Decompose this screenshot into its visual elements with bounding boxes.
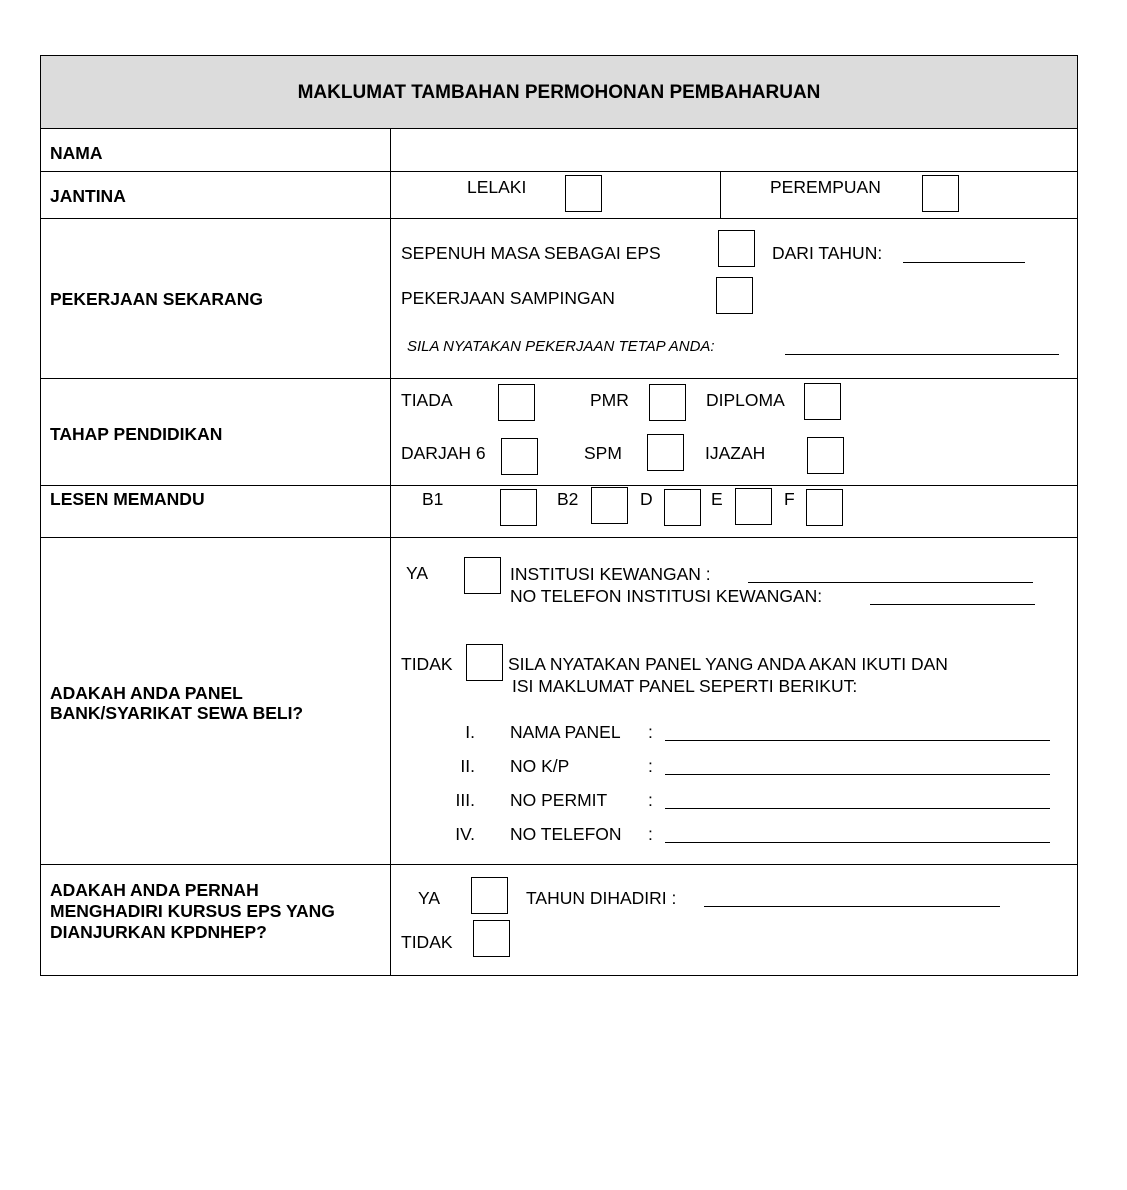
row-divider [40,218,1078,219]
darjah6-checkbox[interactable] [501,438,538,475]
tiada-label: TIADA [401,390,453,410]
sepenuh-masa-checkbox[interactable] [718,230,755,267]
dari-tahun-field[interactable] [903,262,1025,263]
f-checkbox[interactable] [806,489,843,526]
e-label: E [711,489,723,509]
column-divider [390,129,391,976]
pmr-label: PMR [590,390,629,410]
diploma-label: DIPLOMA [706,390,785,410]
perempuan-label: PEREMPUAN [770,177,881,197]
ijazah-label: IJAZAH [705,443,766,463]
panel-ya-label: YA [406,563,429,583]
panel-item-colon: : [648,756,653,776]
row-divider [40,171,1078,172]
nama-label: NAMA [50,143,103,163]
tahun-dihadiri-field[interactable] [704,906,1000,907]
lelaki-label: LELAKI [467,177,527,197]
dari-tahun-label: DARI TAHUN: [772,243,883,263]
darjah6-label: DARJAH 6 [401,443,486,463]
no-telefon-institusi-label: NO TELEFON INSTITUSI KEWANGAN: [510,586,823,606]
b2-label: B2 [557,489,579,509]
kursus-label-line3: DIANJURKAN KPDNHEP? [50,922,267,942]
panel-item-label: NO PERMIT [510,790,608,810]
row-divider [40,537,1078,538]
nyatakan-panel-line2: ISI MAKLUMAT PANEL SEPERTI BERIKUT: [512,676,858,696]
row-divider [40,378,1078,379]
pekerjaan-tetap-field[interactable] [785,354,1059,355]
panel-item-num: I. [465,722,475,742]
institusi-label: INSTITUSI KEWANGAN : [510,564,711,584]
spm-checkbox[interactable] [647,434,684,471]
diploma-checkbox[interactable] [804,383,841,420]
f-label: F [784,489,795,509]
jantina-divider [720,171,721,218]
institusi-field[interactable] [748,582,1033,583]
panel-item-num: III. [455,790,475,810]
pmr-checkbox[interactable] [649,384,686,421]
nyatakan-pekerjaan-label: SILA NYATAKAN PEKERJAAN TETAP ANDA: [407,338,715,355]
b2-checkbox[interactable] [591,487,628,524]
panel-item-num: II. [460,756,475,776]
kursus-ya-label: YA [418,888,441,908]
nama-field[interactable] [392,131,1076,169]
panel-label-line1: ADAKAH ANDA PANEL [50,683,243,703]
perempuan-checkbox[interactable] [922,175,959,212]
panel-item-num: IV. [455,824,475,844]
pekerjaan-label: PEKERJAAN SEKARANG [50,289,263,309]
no-telefon-institusi-field[interactable] [870,604,1035,605]
no-telefon-panel-field[interactable] [665,842,1050,843]
panel-item-label: NO TELEFON [510,824,622,844]
lelaki-checkbox[interactable] [565,175,602,212]
b1-label: B1 [422,489,444,509]
panel-item-colon: : [648,824,653,844]
e-checkbox[interactable] [735,488,772,525]
no-permit-field[interactable] [665,808,1050,809]
nama-panel-field[interactable] [665,740,1050,741]
ijazah-checkbox[interactable] [807,437,844,474]
panel-item-label: NO K/P [510,756,570,776]
kursus-label-line1: ADAKAH ANDA PERNAH [50,880,259,900]
kursus-tidak-checkbox[interactable] [473,920,510,957]
panel-ya-checkbox[interactable] [464,557,501,594]
spm-label: SPM [584,443,622,463]
panel-tidak-label: TIDAK [401,654,453,674]
d-checkbox[interactable] [664,489,701,526]
row-divider [40,485,1078,486]
nyatakan-panel-line1: SILA NYATAKAN PANEL YANG ANDA AKAN IKUTI DAN [508,654,948,674]
pendidikan-label: TAHAP PENDIDIKAN [50,424,223,444]
panel-item-colon: : [648,722,653,742]
panel-tidak-checkbox[interactable] [466,644,503,681]
sampingan-label: PEKERJAAN SAMPINGAN [401,288,615,308]
b1-checkbox[interactable] [500,489,537,526]
panel-item-colon: : [648,790,653,810]
panel-item-label: NAMA PANEL [510,722,621,742]
sampingan-checkbox[interactable] [716,277,753,314]
panel-label-line2: BANK/SYARIKAT SEWA BELI? [50,703,304,723]
lesen-label: LESEN MEMANDU [50,489,205,509]
sepenuh-masa-label: SEPENUH MASA SEBAGAI EPS [401,243,661,263]
tiada-checkbox[interactable] [498,384,535,421]
kursus-label-line2: MENGHADIRI KURSUS EPS YANG [50,901,335,921]
jantina-label: JANTINA [50,186,126,206]
no-kp-field[interactable] [665,774,1050,775]
tahun-dihadiri-label: TAHUN DIHADIRI : [526,888,677,908]
row-divider [40,864,1078,865]
kursus-ya-checkbox[interactable] [471,877,508,914]
d-label: D [640,489,653,509]
kursus-tidak-label: TIDAK [401,932,453,952]
form-title: MAKLUMAT TAMBAHAN PERMOHONAN PEMBAHARUAN [297,82,821,103]
